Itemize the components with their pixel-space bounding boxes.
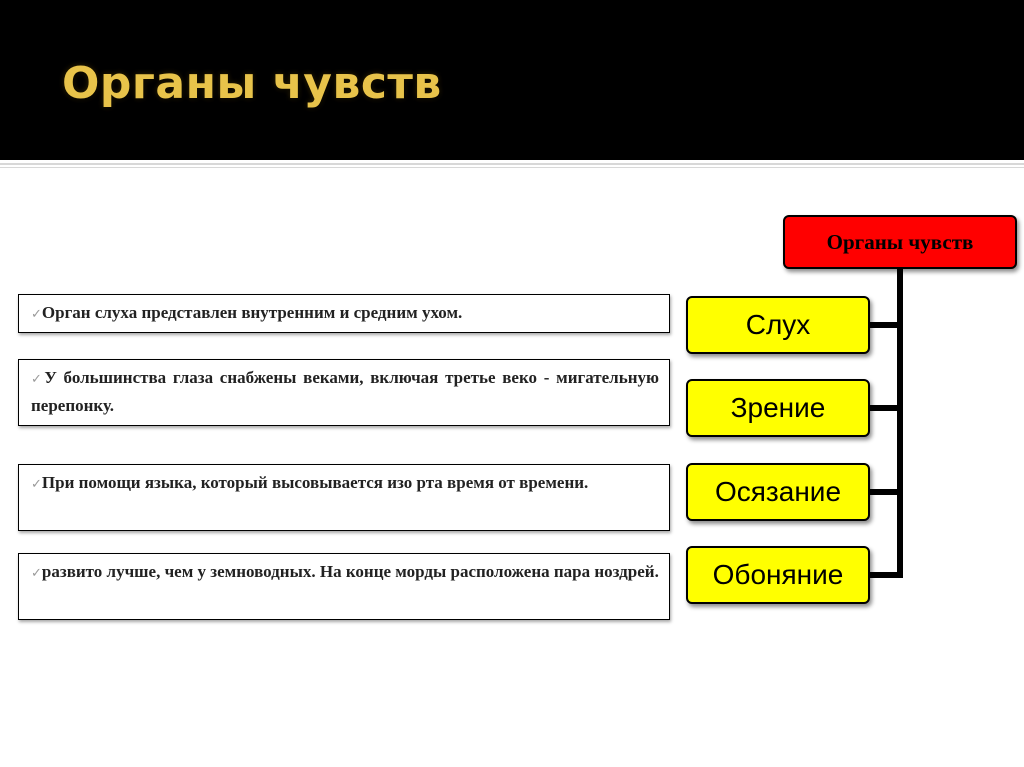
fact-box-vision: [18, 359, 670, 426]
sense-node-smell: Обоняние: [686, 546, 870, 604]
fact-text: При помощи языка, который высовывается изо рта время от времени.: [41, 473, 589, 492]
connector-touch: [870, 489, 903, 495]
connector-hearing: [870, 322, 903, 328]
tree-trunk-connector: [897, 269, 903, 577]
root-node: Органы чувств: [783, 215, 1017, 269]
check-icon: ✓: [31, 307, 42, 322]
separator-line: [0, 163, 1024, 165]
slide-title: Органы чувств: [62, 58, 442, 109]
fact-box-touch: [18, 464, 670, 531]
fact-text: У большинства глаза снабжены веками, включая третье веко - мигательную перепонку.: [31, 368, 659, 415]
check-icon: ✓: [31, 566, 42, 581]
sense-node-hearing: Слух: [686, 296, 870, 354]
separator-line-thin: [0, 167, 1024, 168]
connector-vision: [870, 405, 903, 411]
connector-smell: [870, 572, 903, 578]
check-icon: ✓: [31, 372, 45, 387]
fact-text: развито лучше, чем у земноводных. На конце морды расположена пара ноздрей.: [41, 562, 659, 581]
sense-node-touch: Осязание: [686, 463, 870, 521]
fact-text: Орган слуха представлен внутренним и средним ухом.: [41, 303, 463, 322]
sense-node-vision: Зрение: [686, 379, 870, 437]
title-bar: [0, 0, 1024, 160]
fact-box-hearing: [18, 294, 670, 333]
check-icon: ✓: [31, 477, 42, 492]
fact-box-smell: [18, 553, 670, 620]
